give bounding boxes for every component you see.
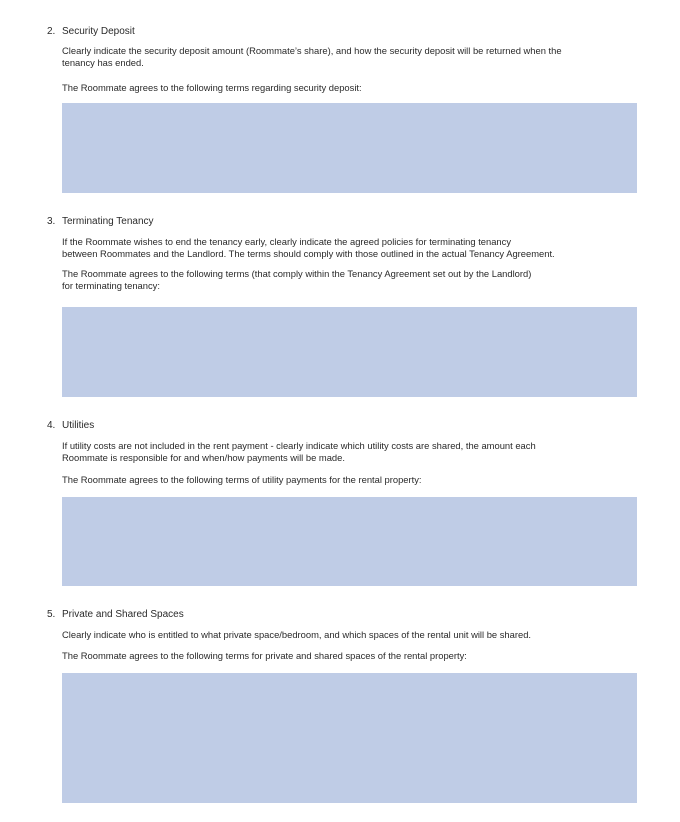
section-number: 5. xyxy=(47,609,56,620)
section-description xyxy=(62,45,637,69)
section-agreement xyxy=(62,82,637,94)
agreement-line: for terminating tenancy: xyxy=(62,280,160,291)
section-heading: Terminating Tenancy xyxy=(62,216,154,227)
description-line: If utility costs are not included in the rent payment - clearly indicate which utility costs are shared, the amount each xyxy=(62,440,536,451)
terminating-tenancy-input-area[interactable] xyxy=(62,307,637,397)
security-deposit-input-area[interactable] xyxy=(62,103,637,193)
description-line: Roommate is responsible for and when/how payments will be made. xyxy=(62,452,345,463)
description-line: between Roommates and the Landlord. The terms should comply with those outlined in the actual Tenancy Agreement. xyxy=(62,248,555,259)
utilities-input-area[interactable] xyxy=(62,497,637,586)
section-number: 2. xyxy=(47,26,56,37)
description-line: Clearly indicate the security deposit amount (Roommate’s share), and how the security deposit will be returned when the xyxy=(62,45,562,56)
agreement-line: The Roommate agrees to the following terms of utility payments for the rental property: xyxy=(62,474,422,485)
section-heading: Security Deposit xyxy=(62,26,135,37)
section-agreement xyxy=(62,268,637,292)
description-line: Clearly indicate who is entitled to what private space/bedroom, and which spaces of the rental unit will be shared. xyxy=(62,629,532,640)
private-shared-spaces-input-area[interactable] xyxy=(62,673,637,803)
section-agreement xyxy=(62,474,637,486)
section-number: 3. xyxy=(47,216,56,227)
section-description xyxy=(62,629,637,641)
agreement-line: The Roommate agrees to the following terms regarding security deposit: xyxy=(62,82,362,93)
section-description xyxy=(62,440,637,464)
section-heading: Private and Shared Spaces xyxy=(62,609,184,620)
section-agreement xyxy=(62,650,637,662)
agreement-line: The Roommate agrees to the following terms for private and shared spaces of the rental property: xyxy=(62,650,467,661)
agreement-line: The Roommate agrees to the following terms (that comply within the Tenancy Agreement set out by the Landlord) xyxy=(62,268,532,279)
description-line: tenancy has ended. xyxy=(62,57,144,68)
section-number: 4. xyxy=(47,420,56,431)
description-line: If the Roommate wishes to end the tenancy early, clearly indicate the agreed policies for terminating tenancy xyxy=(62,236,512,247)
section-heading: Utilities xyxy=(62,420,95,431)
section-description xyxy=(62,236,637,260)
